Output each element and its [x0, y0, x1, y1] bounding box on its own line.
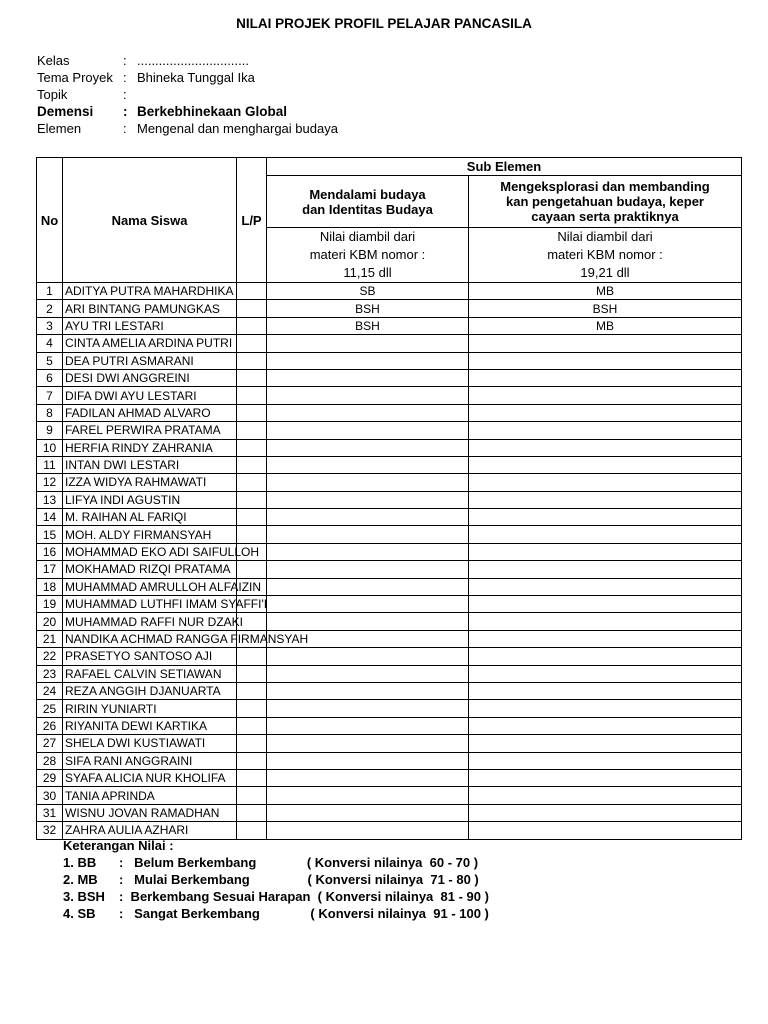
cell-sub2: [469, 665, 742, 682]
info-label: Demensi: [37, 104, 94, 119]
cell-sub1: [267, 596, 469, 613]
cell-lp: [237, 456, 267, 473]
info-row-demensi: [37, 103, 338, 120]
cell-name: DESI DWI ANGGREINI: [63, 369, 237, 386]
cell-name: ARI BINTANG PAMUNGKAS: [63, 300, 237, 317]
cell-sub1: [267, 422, 469, 439]
cell-sub2: [469, 596, 742, 613]
header-sub1: [267, 176, 469, 228]
cell-no: 1: [37, 283, 63, 300]
cell-name: DIFA DWI AYU LESTARI: [63, 387, 237, 404]
legend-code: 3. BSH: [63, 889, 105, 904]
table-row: [37, 787, 742, 804]
info-value: Berkebhinekaan Global: [137, 104, 288, 119]
cell-name: LIFYA INDI AGUSTIN: [63, 491, 237, 508]
cell-sub1: BSH: [267, 300, 469, 317]
cell-no: 28: [37, 752, 63, 769]
info-colon: :: [123, 87, 127, 102]
note-sub1: [267, 228, 469, 283]
cell-sub2: [469, 526, 742, 543]
cell-sub1: [267, 613, 469, 630]
cell-sub1: [267, 387, 469, 404]
cell-no: 26: [37, 717, 63, 734]
cell-lp: [237, 509, 267, 526]
cell-sub2: [469, 630, 742, 647]
cell-sub1: [267, 561, 469, 578]
table-row: [37, 352, 742, 369]
cell-name: ADITYA PUTRA MAHARDHIKA: [63, 283, 237, 300]
cell-lp: [237, 283, 267, 300]
table-row: [37, 387, 742, 404]
table-row: [37, 526, 742, 543]
cell-no: 3: [37, 317, 63, 334]
cell-sub1: [267, 804, 469, 821]
cell-sub1: [267, 526, 469, 543]
cell-lp: [237, 561, 267, 578]
cell-no: 20: [37, 613, 63, 630]
cell-name: ZAHRA AULIA AZHARI: [63, 822, 237, 839]
legend-title: Keterangan Nilai :: [63, 838, 174, 853]
legend-code: 2. MB: [63, 872, 98, 887]
cell-sub1: [267, 700, 469, 717]
legend-code: 4. SB: [63, 906, 96, 921]
cell-name: MOH. ALDY FIRMANSYAH: [63, 526, 237, 543]
cell-sub2: BSH: [469, 300, 742, 317]
cell-no: 12: [37, 474, 63, 491]
header-sub-elemen: Sub Elemen: [267, 158, 742, 176]
cell-sub1: [267, 787, 469, 804]
cell-sub1: [267, 665, 469, 682]
cell-sub1: [267, 352, 469, 369]
info-row-topik: [37, 86, 338, 103]
cell-lp: [237, 369, 267, 386]
cell-name: M. RAIHAN AL FARIQI: [63, 509, 237, 526]
cell-no: 23: [37, 665, 63, 682]
cell-sub2: [469, 648, 742, 665]
grades-table: [36, 157, 742, 840]
cell-no: 13: [37, 491, 63, 508]
cell-name: INTAN DWI LESTARI: [63, 456, 237, 473]
header-sub2-line: Mengeksplorasi dan membanding: [500, 179, 710, 194]
cell-sub2: [469, 769, 742, 786]
cell-name: SYAFA ALICIA NUR KHOLIFA: [63, 769, 237, 786]
cell-lp: [237, 317, 267, 334]
cell-sub1: [267, 439, 469, 456]
table-row: [37, 561, 742, 578]
table-row: [37, 578, 742, 595]
cell-lp: [237, 769, 267, 786]
cell-name: SHELA DWI KUSTIAWATI: [63, 735, 237, 752]
cell-name: WISNU JOVAN RAMADHAN: [63, 804, 237, 821]
cell-sub2: [469, 491, 742, 508]
table-row: [37, 630, 742, 647]
cell-no: 25: [37, 700, 63, 717]
cell-sub1: [267, 735, 469, 752]
cell-lp: [237, 717, 267, 734]
cell-name: REZA ANGGIH DJANUARTA: [63, 682, 237, 699]
cell-sub2: [469, 474, 742, 491]
legend-code: 1. BB: [63, 855, 97, 870]
cell-no: 21: [37, 630, 63, 647]
header-no: No: [37, 158, 63, 283]
note-line: Nilai diambil dari: [557, 229, 653, 244]
table-row: [37, 283, 742, 300]
cell-lp: [237, 335, 267, 352]
cell-sub1: [267, 717, 469, 734]
table-row: [37, 404, 742, 421]
info-value: Bhineka Tunggal Ika: [137, 70, 255, 85]
note-line: materi KBM nomor :: [547, 247, 663, 262]
header-sub2-line: kan pengetahuan budaya, keper: [506, 194, 704, 209]
info-colon: :: [123, 104, 128, 119]
cell-no: 5: [37, 352, 63, 369]
cell-name: RAFAEL CALVIN SETIAWAN: [63, 665, 237, 682]
legend-desc: : Berkembang Sesuai Harapan ( Konversi nilainya 81 - 90 ): [119, 889, 489, 904]
cell-lp: [237, 787, 267, 804]
cell-sub1: [267, 474, 469, 491]
cell-no: 24: [37, 682, 63, 699]
info-value: Mengenal dan menghargai budaya: [137, 121, 338, 136]
header-sub1-line: dan Identitas Budaya: [302, 201, 433, 217]
page-title: NILAI PROJEK PROFIL PELAJAR PANCASILA: [236, 16, 532, 31]
header-sub1-line: Mendalami budaya: [309, 186, 426, 202]
cell-no: 30: [37, 787, 63, 804]
cell-sub2: [469, 404, 742, 421]
cell-sub1: [267, 543, 469, 560]
cell-sub1: [267, 404, 469, 421]
table-row: [37, 439, 742, 456]
cell-name: HERFIA RINDY ZAHRANIA: [63, 439, 237, 456]
cell-sub2: [469, 561, 742, 578]
cell-lp: [237, 700, 267, 717]
info-row-tema: [37, 69, 338, 86]
legend: [63, 837, 489, 922]
cell-no: 10: [37, 439, 63, 456]
info-label: Topik: [37, 87, 68, 102]
cell-no: 9: [37, 422, 63, 439]
cell-lp: [237, 352, 267, 369]
header-name: Nama Siswa: [63, 158, 237, 283]
cell-sub2: [469, 509, 742, 526]
cell-name: TANIA APRINDA: [63, 787, 237, 804]
cell-lp: [237, 474, 267, 491]
cell-sub1: [267, 578, 469, 595]
header-sub2: [469, 176, 742, 228]
table-row: [37, 543, 742, 560]
legend-item: [63, 854, 489, 871]
cell-sub2: [469, 335, 742, 352]
cell-sub1: [267, 456, 469, 473]
cell-no: 22: [37, 648, 63, 665]
legend-desc: : Belum Berkembang ( Konversi nilainya 60 - 70 ): [119, 855, 479, 870]
cell-sub2: [469, 700, 742, 717]
info-value: ...............................: [137, 53, 249, 68]
cell-lp: [237, 422, 267, 439]
legend-desc: : Sangat Berkembang ( Konversi nilainya 91 - 100 ): [119, 906, 489, 921]
info-colon: :: [123, 70, 127, 85]
cell-name: IZZA WIDYA RAHMAWATI: [63, 474, 237, 491]
cell-sub2: [469, 787, 742, 804]
table-row: [37, 717, 742, 734]
table-row: [37, 491, 742, 508]
cell-lp: [237, 682, 267, 699]
cell-sub2: [469, 804, 742, 821]
cell-sub1: [267, 752, 469, 769]
cell-sub1: [267, 682, 469, 699]
cell-name: FAREL PERWIRA PRATAMA: [63, 422, 237, 439]
cell-sub2: MB: [469, 283, 742, 300]
cell-sub1: [267, 648, 469, 665]
cell-name: PRASETYO SANTOSO AJI: [63, 648, 237, 665]
info-label: Kelas: [37, 53, 70, 68]
cell-name: DEA PUTRI ASMARANI: [63, 352, 237, 369]
cell-sub2: [469, 822, 742, 839]
cell-sub2: [469, 387, 742, 404]
cell-no: 32: [37, 822, 63, 839]
cell-no: 18: [37, 578, 63, 595]
header-lp: L/P: [237, 158, 267, 283]
cell-sub2: [469, 578, 742, 595]
cell-name: MUHAMMAD AMRULLOH ALFAIZIN: [63, 578, 237, 595]
cell-name: RIRIN YUNIARTI: [63, 700, 237, 717]
table-row: [37, 700, 742, 717]
table-row: [37, 422, 742, 439]
cell-sub1: SB: [267, 283, 469, 300]
cell-no: 2: [37, 300, 63, 317]
cell-lp: [237, 648, 267, 665]
cell-sub2: [469, 717, 742, 734]
cell-lp: [237, 439, 267, 456]
cell-lp: [237, 491, 267, 508]
table-row: [37, 509, 742, 526]
table-row: [37, 596, 742, 613]
info-colon: :: [123, 121, 127, 136]
cell-lp: [237, 735, 267, 752]
info-row-kelas: [37, 52, 338, 69]
cell-no: 8: [37, 404, 63, 421]
cell-no: 16: [37, 543, 63, 560]
cell-name: AYU TRI LESTARI: [63, 317, 237, 334]
cell-sub1: [267, 509, 469, 526]
cell-sub1: [267, 335, 469, 352]
table-row: [37, 317, 742, 334]
cell-no: 17: [37, 561, 63, 578]
cell-lp: [237, 387, 267, 404]
cell-sub2: [469, 456, 742, 473]
cell-no: 6: [37, 369, 63, 386]
note-line: materi KBM nomor :: [309, 247, 426, 262]
cell-sub2: [469, 682, 742, 699]
cell-name: MUHAMMAD RAFFI NUR DZAKI: [63, 613, 237, 630]
note-sub2: [469, 228, 742, 283]
legend-item: [63, 905, 489, 922]
cell-sub2: MB: [469, 317, 742, 334]
cell-sub2: [469, 752, 742, 769]
table-row: [37, 665, 742, 682]
note-line: 11,15 dll: [343, 265, 392, 280]
legend-desc: : Mulai Berkembang ( Konversi nilainya 71 - 80 ): [119, 872, 479, 887]
cell-sub2: [469, 422, 742, 439]
cell-name: NANDIKA ACHMAD RANGGA FIRMANSYAH: [63, 630, 237, 647]
legend-item: [63, 888, 489, 905]
cell-lp: [237, 752, 267, 769]
table-row: [37, 613, 742, 630]
legend-item: [63, 871, 489, 888]
table-row: [37, 335, 742, 352]
table-body: [37, 283, 742, 840]
cell-sub1: [267, 491, 469, 508]
info-colon: :: [123, 53, 127, 68]
note-line: Nilai diambil dari: [319, 229, 416, 244]
cell-name: MOKHAMAD RIZQI PRATAMA: [63, 561, 237, 578]
header-sub2-line: cayaan serta praktiknya: [531, 209, 679, 224]
cell-lp: [237, 804, 267, 821]
cell-sub1: [267, 369, 469, 386]
table-row: [37, 752, 742, 769]
table-row: [37, 474, 742, 491]
info-row-elemen: [37, 120, 338, 137]
cell-lp: [237, 665, 267, 682]
cell-no: 27: [37, 735, 63, 752]
table-row: [37, 648, 742, 665]
table-row: [37, 682, 742, 699]
cell-name: RIYANITA DEWI KARTIKA: [63, 717, 237, 734]
note-line: 19,21 dll: [580, 265, 630, 280]
info-label: Tema Proyek: [37, 70, 113, 85]
cell-sub1: [267, 769, 469, 786]
cell-sub2: [469, 543, 742, 560]
cell-sub2: [469, 352, 742, 369]
table-row: [37, 804, 742, 821]
cell-lp: [237, 526, 267, 543]
cell-sub2: [469, 439, 742, 456]
table-row: [37, 300, 742, 317]
cell-sub2: [469, 613, 742, 630]
cell-no: 7: [37, 387, 63, 404]
cell-lp: [237, 300, 267, 317]
cell-no: 29: [37, 769, 63, 786]
cell-lp: [237, 404, 267, 421]
table-row: [37, 369, 742, 386]
cell-no: 31: [37, 804, 63, 821]
info-label: Elemen: [37, 121, 82, 136]
cell-no: 14: [37, 509, 63, 526]
cell-name: FADILAN AHMAD ALVARO: [63, 404, 237, 421]
info-block: [37, 52, 338, 137]
cell-no: 4: [37, 335, 63, 352]
cell-no: 11: [37, 456, 63, 473]
table-row: [37, 769, 742, 786]
cell-name: SIFA RANI ANGGRAINI: [63, 752, 237, 769]
table-row: [37, 735, 742, 752]
cell-sub2: [469, 735, 742, 752]
cell-sub2: [469, 369, 742, 386]
cell-sub1: BSH: [267, 317, 469, 334]
cell-no: 15: [37, 526, 63, 543]
cell-name: MOHAMMAD EKO ADI SAIFULLOH: [63, 543, 237, 560]
cell-name: CINTA AMELIA ARDINA PUTRI: [63, 335, 237, 352]
table-row: [37, 456, 742, 473]
cell-no: 19: [37, 596, 63, 613]
cell-name: MUHAMMAD LUTHFI IMAM SYAFFI'I: [63, 596, 237, 613]
